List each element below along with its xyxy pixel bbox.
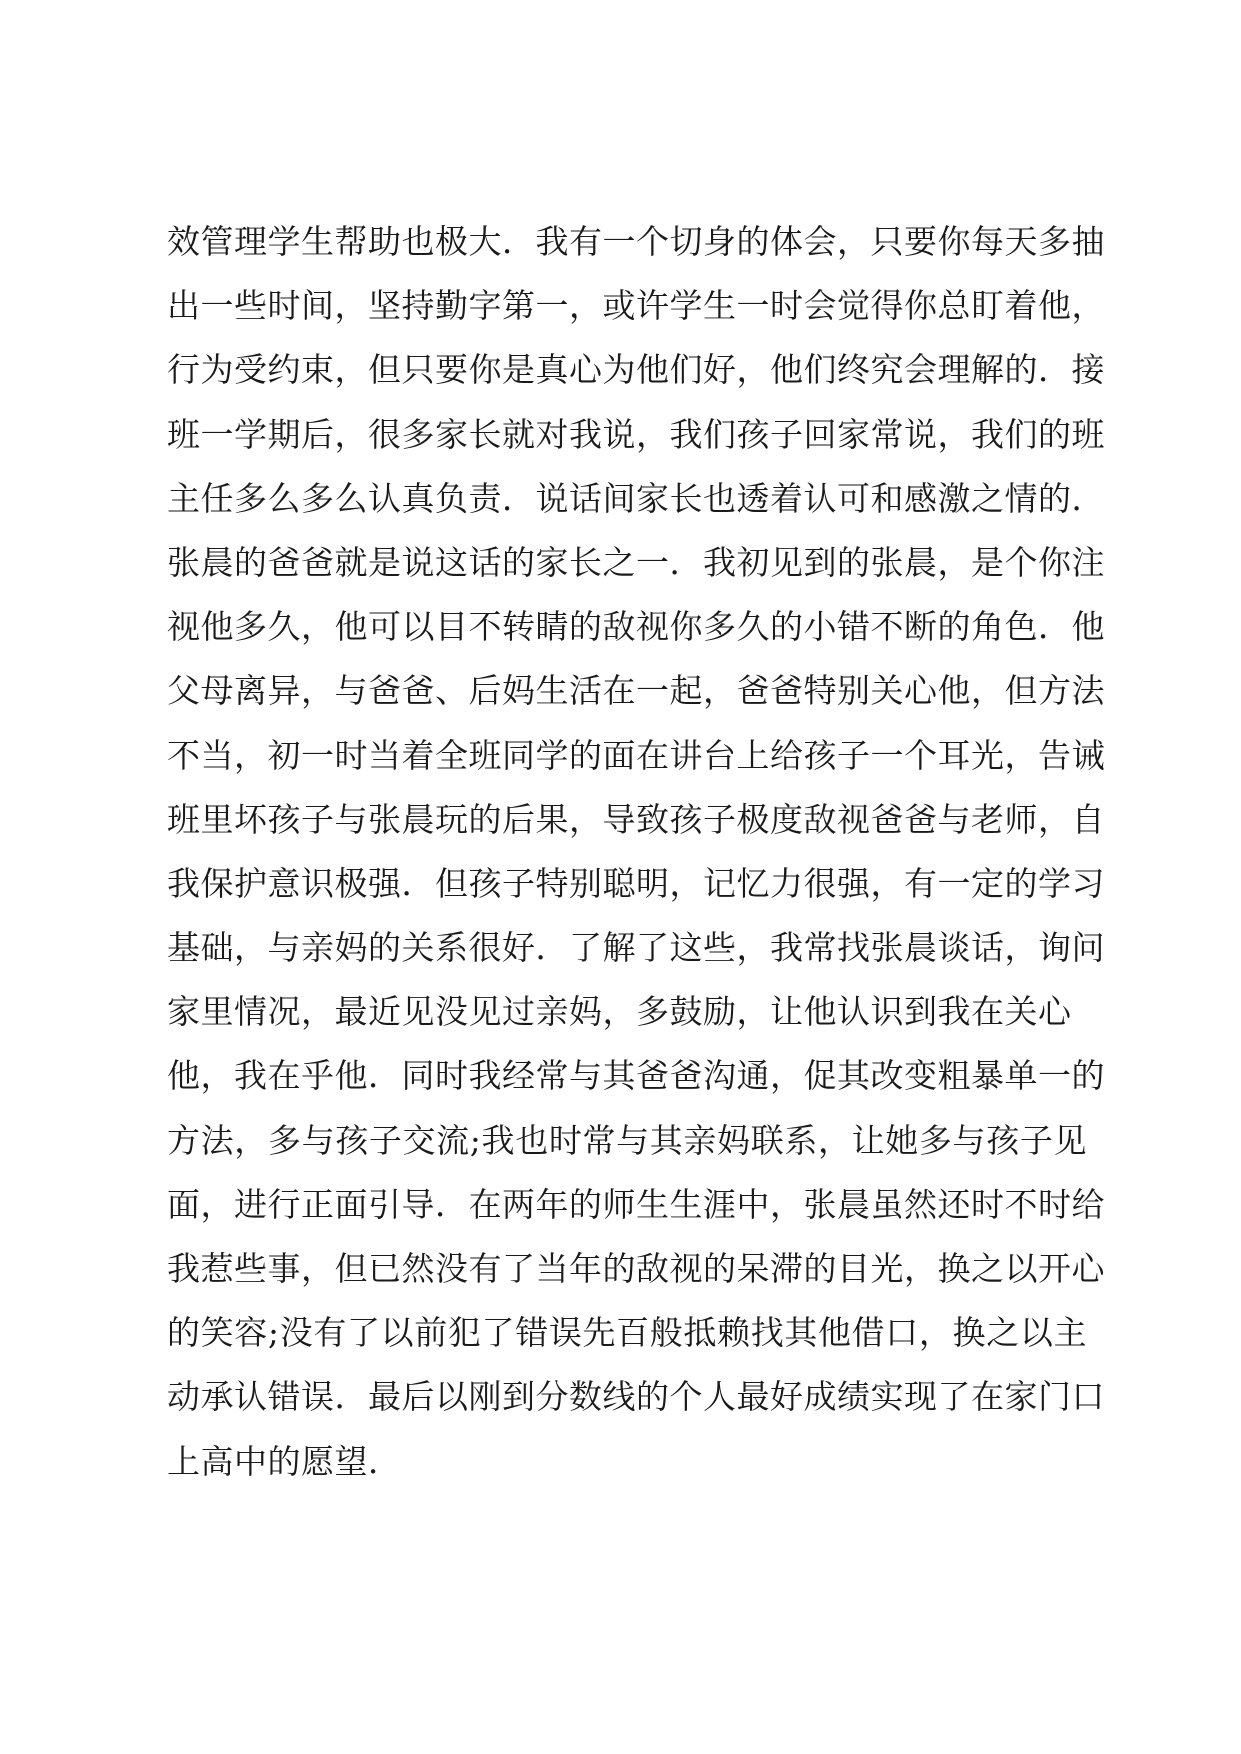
- text-line: 主任多么多么认真负责．说话间家长也透着认可和感激之情的．: [167, 478, 1105, 518]
- text-line: 出一些时间，坚持勤字第一，或许学生一时会觉得你总盯着他，: [167, 286, 1105, 326]
- text-line: 班一学期后，很多家长就对我说，我们孩子回家常说，我们的班: [167, 414, 1105, 454]
- text-line: 父母离异，与爸爸、后妈生活在一起，爸爸特别关心他，但方法: [167, 671, 1105, 711]
- text-line: 张晨的爸爸就是说这话的家长之一．我初见到的张晨，是个你注: [167, 542, 1105, 582]
- text-line: 家里情况，最近见没见过亲妈，多鼓励，让他认识到我在关心: [167, 992, 1072, 1032]
- text-line: 的笑容;没有了以前犯了错误先百般抵赖找其他借口，换之以主: [167, 1313, 1087, 1353]
- text-line: 方法，多与孩子交流;我也时常与其亲妈联系，让她多与孩子见: [167, 1120, 1087, 1160]
- text-line: 动承认错误．最后以刚到分数线的个人最好成绩实现了在家门口: [167, 1377, 1105, 1417]
- text-line: 行为受约束，但只要你是真心为他们好，他们终究会理解的．接: [167, 350, 1105, 390]
- body-text: [167, 222, 1105, 1508]
- text-line: 我惹些事，但已然没有了当年的敌视的呆滞的目光，换之以开心: [167, 1249, 1105, 1288]
- text-line: 我保护意识极强．但孩子特别聪明，记忆力很强，有一定的学习: [167, 863, 1105, 903]
- text-line: 面，进行正面引导．在两年的师生生涯中，张晨虽然还时不时给: [167, 1184, 1105, 1224]
- text-line: 他，我在乎他．同时我经常与其爸爸沟通，促其改变粗暴单一的: [167, 1056, 1105, 1096]
- text-line: 效管理学生帮助也极大．我有一个切身的体会，只要你每天多抽: [167, 222, 1105, 261]
- text-line: 基础，与亲妈的关系很好．了解了这些，我常找张晨谈话，询问: [167, 928, 1105, 968]
- text-line: 视他多久，他可以目不转睛的敌视你多久的小错不断的角色．他: [167, 607, 1105, 647]
- text-line: 上高中的愿望．: [167, 1441, 402, 1481]
- text-line: 班里坏孩子与张晨玩的后果，导致孩子极度敌视爸爸与老师，自: [167, 799, 1105, 839]
- text-line: 不当，初一时当着全班同学的面在讲台上给孩子一个耳光，告诫: [167, 735, 1105, 775]
